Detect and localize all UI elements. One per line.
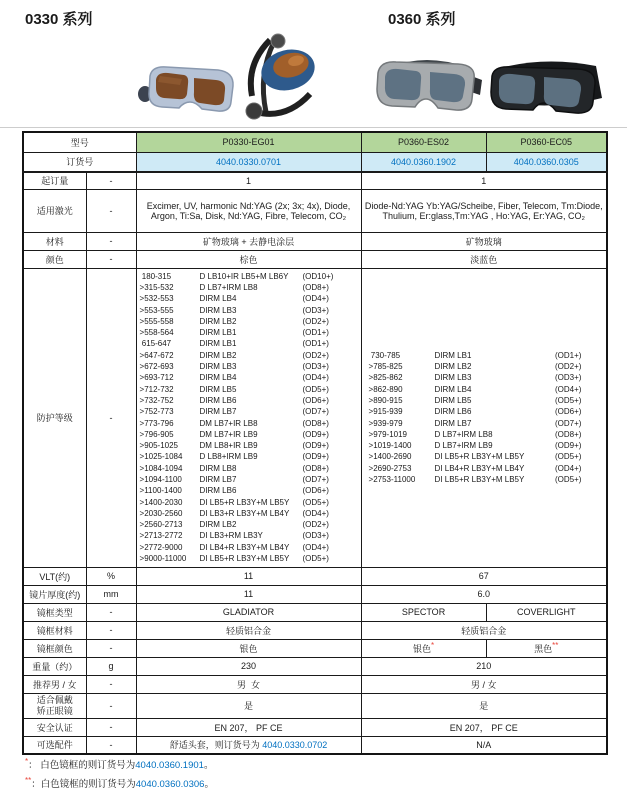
cell-model-p0360-ec05: P0360-EC05 bbox=[486, 132, 607, 152]
wavelength-range: >979-1019 bbox=[368, 429, 407, 439]
row-gender bbox=[23, 675, 607, 693]
rx-label-line2: 矫正眼镜 bbox=[36, 705, 73, 716]
footnote-asterisk: * bbox=[25, 756, 29, 766]
row-moq bbox=[23, 172, 607, 189]
wavelength-range: >1084-1094 bbox=[139, 463, 183, 473]
footnote-text: ：白色镜框的则订货号为 bbox=[31, 779, 136, 790]
cell-frame-material-p0330: 轻质铝合金 bbox=[136, 621, 361, 639]
od-rating: (OD5+) bbox=[302, 554, 329, 564]
row-accessories bbox=[23, 736, 607, 754]
row-rx-compatible bbox=[23, 693, 607, 718]
label-rx-compatible bbox=[23, 693, 86, 718]
od-rating: (OD5+) bbox=[555, 452, 582, 462]
cell-rx-p0330: 是 bbox=[136, 693, 361, 718]
lb-codes: DIRM LB5 bbox=[199, 384, 237, 394]
cell-protection-p0330 bbox=[136, 268, 361, 567]
cell-frame-color-p0360-es02 bbox=[361, 639, 486, 657]
protection-entry bbox=[369, 418, 604, 429]
cell-accessories-p0360: N/A bbox=[361, 736, 607, 754]
cell-thickness-p0360: 6.0 bbox=[361, 585, 607, 603]
row-model bbox=[23, 132, 607, 152]
od-rating: (OD1+) bbox=[302, 328, 329, 338]
protection-entry bbox=[369, 440, 604, 451]
od-rating: (OD9+) bbox=[302, 441, 329, 451]
unit-lasers: - bbox=[86, 189, 136, 232]
od-rating: (OD8+) bbox=[302, 282, 329, 292]
cell-material-p0330: 矿物玻璃 + 去静电涂层 bbox=[136, 232, 361, 250]
wavelength-range: >2772-9000 bbox=[139, 542, 183, 552]
cell-frame-color-p0360-ec05 bbox=[486, 639, 607, 657]
wavelength-range: >1094-1100 bbox=[139, 474, 182, 484]
od-rating: (OD3+) bbox=[302, 362, 329, 372]
wavelength-range: 180-315 bbox=[139, 271, 172, 281]
cell-frame-type-p0360-ec05: COVERLIGHT bbox=[486, 603, 607, 621]
unit-rx-compatible: - bbox=[86, 693, 136, 718]
protection-entry bbox=[369, 429, 604, 440]
footnote-black-frame bbox=[25, 776, 214, 790]
cell-frame-type-p0330: GLADIATOR bbox=[136, 603, 361, 621]
wavelength-range: >693-712 bbox=[139, 373, 174, 383]
protection-entry bbox=[369, 384, 604, 395]
protection-entry bbox=[140, 497, 358, 508]
cell-gender-p0330: 男 女 bbox=[136, 675, 361, 693]
protection-entry bbox=[140, 429, 358, 440]
footnote-order-number: 4040.0360.0306 bbox=[135, 779, 205, 790]
lb-codes: DIRM LB2 bbox=[199, 520, 237, 530]
frame-color-text: 黑色 bbox=[534, 643, 553, 654]
protection-entry bbox=[140, 463, 358, 474]
footnote-order-number: 4040.0360.1901 bbox=[135, 760, 204, 771]
row-lasers bbox=[23, 189, 607, 232]
protection-entry bbox=[369, 372, 604, 383]
wavelength-range: >1100-1400 bbox=[139, 486, 182, 496]
lb-codes: DI LB5+R LB3Y+M LB5Y bbox=[199, 497, 290, 507]
wavelength-range: >825-862 bbox=[368, 373, 403, 383]
lb-codes: DIRM LB7 bbox=[199, 474, 237, 484]
protection-entry bbox=[140, 519, 358, 530]
row-frame-type bbox=[23, 603, 607, 621]
od-rating: (OD1+) bbox=[302, 339, 329, 349]
rx-label-line1: 适合佩戴 bbox=[36, 694, 73, 705]
unit-thickness: mm bbox=[86, 585, 136, 603]
wavelength-range: >796-905 bbox=[139, 429, 174, 439]
wavelength-range: >732-752 bbox=[139, 395, 174, 405]
od-rating: (OD3+) bbox=[555, 373, 582, 383]
od-rating: (OD5+) bbox=[302, 384, 329, 394]
lb-codes: DM LB7+IR LB9 bbox=[199, 429, 258, 439]
lb-codes: D LB7+IRM LB8 bbox=[434, 429, 493, 439]
lb-codes: DIRM LB1 bbox=[434, 350, 472, 360]
section-divider bbox=[0, 127, 627, 128]
od-rating: (OD7+) bbox=[302, 407, 329, 417]
row-thickness bbox=[23, 585, 607, 603]
od-rating: (OD2+) bbox=[302, 350, 329, 360]
cell-lasers-p0360: Diode-Nd:YAG Yb:YAG/Scheibe, Fiber, Telecom, Tm:Diode, Thulium, Er:glass,Tm:YAG , Ho:YAG, Er:YAG, CO₂ bbox=[361, 189, 607, 232]
cell-lens-color-p0360: 淡蓝色 bbox=[361, 250, 607, 268]
od-rating: (OD2+) bbox=[555, 362, 582, 372]
lb-codes: DI LB5+R LB3Y+M LB5Y bbox=[434, 452, 525, 462]
cell-order-p0360-es02: 4040.0360.1902 bbox=[361, 152, 486, 172]
cell-vlt-p0330: 11 bbox=[136, 567, 361, 585]
od-rating: (OD8+) bbox=[302, 463, 329, 473]
wavelength-range: >9000-11000 bbox=[139, 554, 187, 564]
lb-codes: DM LB8+IR LB9 bbox=[199, 441, 258, 451]
lb-codes: DIRM LB2 bbox=[434, 362, 472, 372]
unit-accessories: - bbox=[86, 736, 136, 754]
od-rating: (OD2+) bbox=[302, 316, 329, 326]
footnote-asterisk: ** bbox=[25, 775, 32, 785]
row-weight bbox=[23, 657, 607, 675]
footnote-silver-frame bbox=[25, 757, 213, 771]
lb-codes: DIRM LB2 bbox=[199, 350, 237, 360]
od-rating: (OD8+) bbox=[302, 418, 329, 428]
label-order-number: 订货号 bbox=[23, 152, 136, 172]
protection-entry bbox=[140, 440, 358, 451]
label-protection: 防护等级 bbox=[23, 268, 86, 567]
cell-frame-color-p0330: 银色 bbox=[136, 639, 361, 657]
cell-order-p0360-ec05: 4040.0360.0305 bbox=[486, 152, 607, 172]
lb-codes: DI LB4+R LB3Y+M LB4Y bbox=[199, 542, 290, 552]
unit-certification: - bbox=[86, 718, 136, 736]
protection-entry bbox=[140, 327, 358, 338]
od-rating: (OD3+) bbox=[302, 305, 329, 315]
wavelength-range: >647-672 bbox=[139, 350, 174, 360]
wavelength-range: >532-553 bbox=[139, 294, 174, 304]
footnote-suffix: 。 bbox=[203, 760, 214, 771]
protection-list-p0330 bbox=[140, 271, 358, 565]
od-rating: (OD4+) bbox=[555, 463, 582, 473]
od-rating: (OD7+) bbox=[302, 474, 329, 484]
od-rating: (OD9+) bbox=[302, 429, 329, 439]
lb-codes: DIRM LB8 bbox=[199, 463, 237, 473]
od-rating: (OD8+) bbox=[555, 429, 582, 439]
protection-entry bbox=[140, 384, 358, 395]
cell-material-p0360: 矿物玻璃 bbox=[361, 232, 607, 250]
wavelength-range: >773-796 bbox=[139, 418, 174, 428]
protection-entry bbox=[140, 305, 358, 316]
protection-entry bbox=[140, 508, 358, 519]
accessory-text: 舒适头套，则订货号为 bbox=[169, 740, 263, 751]
protection-entry bbox=[140, 418, 358, 429]
protection-entry bbox=[140, 372, 358, 383]
cell-thickness-p0330: 11 bbox=[136, 585, 361, 603]
footnote-text: ： 白色镜框的则订货号为 bbox=[28, 760, 136, 771]
wavelength-range: >555-558 bbox=[139, 316, 174, 326]
protection-list-p0360 bbox=[365, 350, 604, 486]
lb-codes: DIRM LB4 bbox=[434, 384, 472, 394]
row-certification bbox=[23, 718, 607, 736]
cell-order-p0330: 4040.0330.0701 bbox=[136, 152, 361, 172]
wavelength-range: 730-785 bbox=[368, 350, 401, 360]
protection-entry bbox=[369, 350, 604, 361]
row-vlt bbox=[23, 567, 607, 585]
unit-vlt: % bbox=[86, 567, 136, 585]
lb-codes: DIRM LB2 bbox=[199, 316, 237, 326]
frame-color-text: 银色 bbox=[412, 643, 431, 654]
od-rating: (OD4+) bbox=[302, 542, 329, 552]
protection-entry bbox=[369, 406, 604, 417]
cell-weight-p0360: 210 bbox=[361, 657, 607, 675]
unit-material: - bbox=[86, 232, 136, 250]
footnote-mark-2: ** bbox=[552, 640, 559, 650]
unit-frame-type: - bbox=[86, 603, 136, 621]
protection-entry bbox=[140, 361, 358, 372]
cell-model-p0360-es02: P0360-ES02 bbox=[361, 132, 486, 152]
lb-codes: DM LB7+IR LB8 bbox=[199, 418, 258, 428]
protection-entry bbox=[140, 542, 358, 553]
od-rating: (OD4+) bbox=[302, 373, 329, 383]
row-protection bbox=[23, 268, 607, 567]
label-lasers: 适用激光 bbox=[23, 189, 86, 232]
label-accessories: 可选配件 bbox=[23, 736, 86, 754]
wavelength-range: >553-555 bbox=[139, 305, 174, 315]
od-rating: (OD3+) bbox=[302, 531, 329, 541]
cell-accessories-p0330 bbox=[136, 736, 361, 754]
label-certification: 安全认证 bbox=[23, 718, 86, 736]
protection-entry bbox=[140, 271, 358, 282]
wavelength-range: >2560-2713 bbox=[139, 520, 183, 530]
cell-weight-p0330: 230 bbox=[136, 657, 361, 675]
protection-entry bbox=[369, 395, 604, 406]
wavelength-range: >315-532 bbox=[139, 282, 174, 292]
protection-entry bbox=[140, 282, 358, 293]
od-rating: (OD4+) bbox=[555, 384, 582, 394]
unit-moq: - bbox=[86, 172, 136, 189]
lb-codes: DIRM LB6 bbox=[434, 407, 472, 417]
cell-rx-p0360: 是 bbox=[361, 693, 607, 718]
protection-entry bbox=[140, 350, 358, 361]
label-moq: 起订量 bbox=[23, 172, 86, 189]
od-rating: (OD1+) bbox=[555, 350, 582, 360]
label-vlt: VLT(约) bbox=[23, 567, 86, 585]
wavelength-range: >862-890 bbox=[368, 384, 403, 394]
od-rating: (OD10+) bbox=[302, 271, 334, 281]
protection-entry bbox=[140, 530, 358, 541]
cell-moq-p0360: 1 bbox=[361, 172, 607, 189]
lb-codes: DIRM LB4 bbox=[199, 373, 237, 383]
lb-codes: D LB7+IRM LB8 bbox=[199, 282, 258, 292]
label-frame-type: 镜框类型 bbox=[23, 603, 86, 621]
cell-frame-type-p0360-es02: SPECTOR bbox=[361, 603, 486, 621]
protection-entry bbox=[140, 338, 358, 349]
row-order-number bbox=[23, 152, 607, 172]
lb-codes: D LB8+IRM LB9 bbox=[199, 452, 258, 462]
wavelength-range: >2713-2772 bbox=[139, 531, 183, 541]
wavelength-range: >2753-11000 bbox=[368, 474, 416, 484]
lb-codes: DI LB3+R LB3Y+M LB4Y bbox=[199, 508, 290, 518]
lb-codes: DIRM LB1 bbox=[199, 339, 237, 349]
protection-entry bbox=[369, 474, 604, 485]
wavelength-range: >915-939 bbox=[368, 407, 403, 417]
label-frame-material: 镜框材料 bbox=[23, 621, 86, 639]
row-material bbox=[23, 232, 607, 250]
footnote-mark-1: * bbox=[430, 640, 435, 650]
cell-gender-p0360: 男 / 女 bbox=[361, 675, 607, 693]
od-rating: (OD6+) bbox=[302, 486, 329, 496]
wavelength-range: >1019-1400 bbox=[368, 441, 412, 451]
cell-lens-color-p0330: 棕色 bbox=[136, 250, 361, 268]
wavelength-range: >939-979 bbox=[368, 418, 403, 428]
label-material: 材料 bbox=[23, 232, 86, 250]
od-rating: (OD9+) bbox=[302, 452, 329, 462]
unit-lens-color: - bbox=[86, 250, 136, 268]
wavelength-range: >2030-2560 bbox=[139, 508, 183, 518]
protection-entry bbox=[140, 395, 358, 406]
wavelength-range: >1400-2690 bbox=[368, 452, 412, 462]
lb-codes: DIRM LB6 bbox=[199, 486, 237, 496]
cell-protection-p0360 bbox=[361, 268, 607, 567]
wavelength-range: >712-732 bbox=[139, 384, 174, 394]
od-rating: (OD4+) bbox=[302, 294, 329, 304]
cell-moq-p0330: 1 bbox=[136, 172, 361, 189]
wavelength-range: >752-773 bbox=[139, 407, 174, 417]
protection-entry bbox=[140, 316, 358, 327]
goggle-image-spector bbox=[370, 47, 484, 119]
cell-cert-p0330: EN 207， PF CE bbox=[136, 718, 361, 736]
wavelength-range: >785-825 bbox=[368, 362, 403, 372]
lb-codes: DIRM LB5 bbox=[434, 395, 472, 405]
cell-cert-p0360: EN 207， PF CE bbox=[361, 718, 607, 736]
protection-entry bbox=[369, 463, 604, 474]
wavelength-range: >1025-1084 bbox=[139, 452, 183, 462]
protection-entry bbox=[140, 553, 358, 564]
series-title-0360: 0360 系列 bbox=[388, 11, 456, 28]
cell-lasers-p0330: Excimer, UV, harmonic Nd:YAG (2x; 3x; 4x), Diode, Argon, Ti:Sa, Disk, Nd:YAG, Fibre, Telecom, CO₂ bbox=[136, 189, 361, 232]
lb-codes: D LB7+IRM LB9 bbox=[434, 441, 493, 451]
od-rating: (OD6+) bbox=[555, 407, 582, 417]
series-title-0330: 0330 系列 bbox=[25, 11, 93, 28]
lb-codes: DIRM LB3 bbox=[199, 305, 237, 315]
wavelength-range: >558-564 bbox=[139, 328, 174, 338]
label-model: 型号 bbox=[23, 132, 136, 152]
protection-entry bbox=[140, 451, 358, 462]
row-frame-material bbox=[23, 621, 607, 639]
cell-vlt-p0360: 67 bbox=[361, 567, 607, 585]
label-lens-color: 颜色 bbox=[23, 250, 86, 268]
goggle-image-gladiator-harness bbox=[238, 32, 316, 122]
lb-codes: DIRM LB3 bbox=[199, 362, 237, 372]
lb-codes: DIRM LB7 bbox=[199, 407, 237, 417]
goggle-image-gladiator bbox=[136, 58, 240, 120]
od-rating: (OD5+) bbox=[302, 497, 329, 507]
wavelength-range: >905-1025 bbox=[139, 441, 178, 451]
wavelength-range: >672-693 bbox=[139, 362, 174, 372]
label-gender: 推荐男 / 女 bbox=[23, 675, 86, 693]
unit-gender: - bbox=[86, 675, 136, 693]
footnote-suffix: 。 bbox=[204, 779, 214, 790]
protection-entry bbox=[369, 361, 604, 372]
lb-codes: DIRM LB4 bbox=[199, 294, 237, 304]
od-rating: (OD5+) bbox=[555, 395, 582, 405]
cell-model-p0330: P0330-EG01 bbox=[136, 132, 361, 152]
lb-codes: DIRM LB6 bbox=[199, 395, 237, 405]
row-lens-color bbox=[23, 250, 607, 268]
protection-entry bbox=[369, 451, 604, 462]
od-rating: (OD4+) bbox=[302, 508, 329, 518]
od-rating: (OD2+) bbox=[302, 520, 329, 530]
label-thickness: 镜片厚度(约) bbox=[23, 585, 86, 603]
accessory-order-number: 4040.0330.0702 bbox=[262, 740, 328, 751]
label-frame-color: 镜框颜色 bbox=[23, 639, 86, 657]
lb-codes: DI LB5+R LB3Y+M LB5Y bbox=[434, 474, 525, 484]
goggle-image-coverlight bbox=[486, 54, 606, 120]
unit-protection: - bbox=[86, 268, 136, 567]
unit-frame-material: - bbox=[86, 621, 136, 639]
wavelength-range: >2690-2753 bbox=[368, 463, 412, 473]
row-frame-color bbox=[23, 639, 607, 657]
lb-codes: DIRM LB3 bbox=[434, 373, 472, 383]
od-rating: (OD7+) bbox=[555, 418, 582, 428]
label-weight: 重量（约） bbox=[23, 657, 86, 675]
wavelength-range: 615-647 bbox=[139, 339, 172, 349]
protection-entry bbox=[140, 293, 358, 304]
wavelength-range: >1400-2030 bbox=[139, 497, 183, 507]
od-rating: (OD5+) bbox=[555, 474, 582, 484]
protection-entry bbox=[140, 474, 358, 485]
lb-codes: DI LB3+RM LB3Y bbox=[199, 531, 263, 541]
cell-frame-material-p0360: 轻质铝合金 bbox=[361, 621, 607, 639]
protection-entry bbox=[140, 485, 358, 496]
lb-codes: DIRM LB1 bbox=[199, 328, 237, 338]
lb-codes: D LB10+IR LB5+M LB6Y bbox=[199, 271, 289, 281]
unit-weight: g bbox=[86, 657, 136, 675]
lb-codes: DIRM LB7 bbox=[434, 418, 472, 428]
protection-entry bbox=[140, 406, 358, 417]
spec-table bbox=[22, 131, 608, 755]
lb-codes: DI LB4+R LB3Y+M LB4Y bbox=[434, 463, 525, 473]
lb-codes: DI LB5+R LB3Y+M LB5Y bbox=[199, 554, 290, 564]
wavelength-range: >890-915 bbox=[368, 395, 403, 405]
unit-frame-color: - bbox=[86, 639, 136, 657]
od-rating: (OD9+) bbox=[555, 441, 582, 451]
od-rating: (OD6+) bbox=[302, 395, 329, 405]
